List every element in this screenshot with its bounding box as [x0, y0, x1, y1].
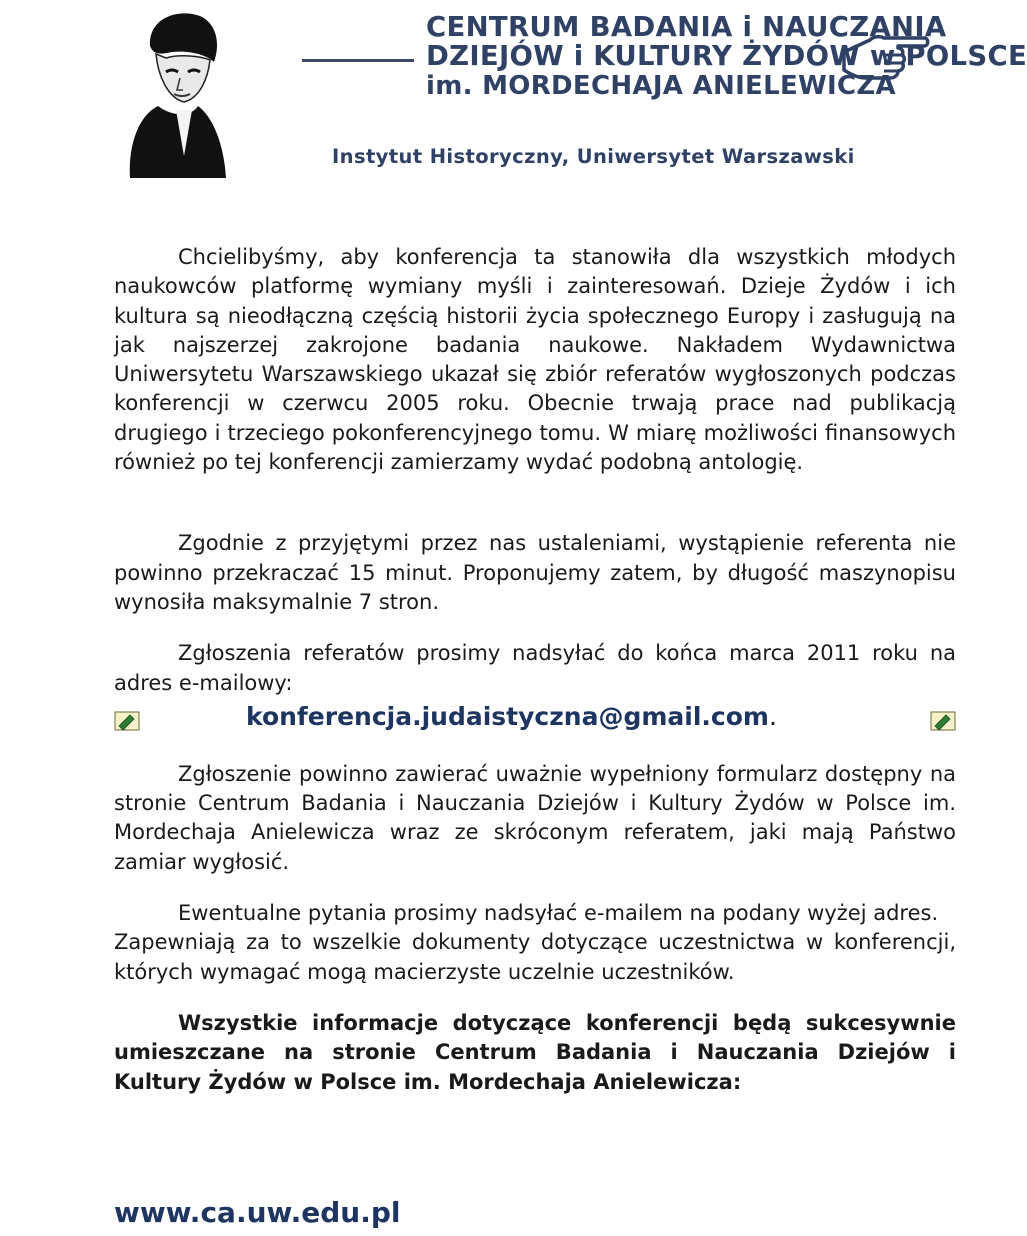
portrait-photo	[128, 6, 228, 178]
header-line-3: im. MORDECHAJA ANIELEWICZA	[426, 71, 896, 101]
email-row	[114, 700, 956, 738]
pointing-hand-icon	[840, 22, 930, 88]
header-line-1: CENTRUM BADANIA i NAUCZANIA	[426, 11, 947, 43]
paragraph-form: Zgłoszenie powinno zawierać uważnie wypełniony formularz dostępny na stronie Centrum Badania i Nauczania Dziejów i Kultury Żydów w Polsce im. Mordechaja Anielewicza wraz ze skróconym referatem, jaki mają Państwo zamiar wygłosić.	[114, 761, 956, 874]
email-address[interactable]: konferencja.judaistyczna@gmail.com	[246, 701, 769, 731]
paragraph-questions: Ewentualne pytania prosimy nadsyłać e-mailem na podany wyżej adres.	[178, 901, 939, 926]
letterhead	[0, 0, 1027, 185]
paragraph-intro: Chcielibyśmy, aby konferencja ta stanowiła dla wszystkich młodych naukowców platformę wymiany myśli i zainteresowań. Dzieje Żydów i ich kultura są nieodłączną częścią historii życia społecznego Europy i zasługują na jak najszerzej zakrojone badania naukowe. Nakładem Wydawnictwa Uniwersytetu Warszawskiego ukazał się zbiór referatów wygłoszonych podczas konferencji w czerwcu 2005 roku. Obecnie trwają prace nad publikacją drugiego i trzeciego pokonferencyjnego tomu. W miarę możliwości finansowych również po tej konferencji zamierzamy wydać podobną antologię.	[114, 245, 956, 475]
email-period: .	[768, 701, 777, 731]
pencil-note-icon	[114, 711, 140, 731]
website-link[interactable]: www.ca.uw.edu.pl	[114, 1196, 401, 1229]
letter-body	[114, 243, 956, 1097]
institute-name: Instytut Historyczny, Uniwersytet Warszawski	[332, 145, 855, 168]
paragraph-submission: Zgłoszenia referatów prosimy nadsyłać do końca marca 2011 roku na adres e-mailowy:	[114, 641, 956, 695]
header-line-2: DZIEJÓW i KULTURY ŻYDÓW w POLSCE	[426, 40, 1027, 72]
pencil-note-icon	[930, 711, 956, 731]
paragraph-rules: Zgodnie z przyjętymi przez nas ustaleniami, wystąpienie referenta nie powinno przekraczać 15 minut. Proponujemy zatem, by długość maszynopisu wynosiła maksymalnie 7 stron.	[114, 531, 956, 614]
header-rule	[302, 59, 414, 62]
paragraph-information: Wszystkie informacje dotyczące konferencji będą sukcesywnie umieszczane na stronie Centrum Badania i Nauczania Dziejów i Kultury Żydów w Polsce im. Mordechaja Anielewicza:	[114, 1010, 956, 1094]
email-address-link[interactable]	[246, 700, 777, 734]
paragraph-documents: Zapewniają za to wszelkie dokumenty dotyczące uczestnictwa w konferencji, których wymagać mogą macierzyste uczelnie uczestników.	[114, 930, 956, 984]
